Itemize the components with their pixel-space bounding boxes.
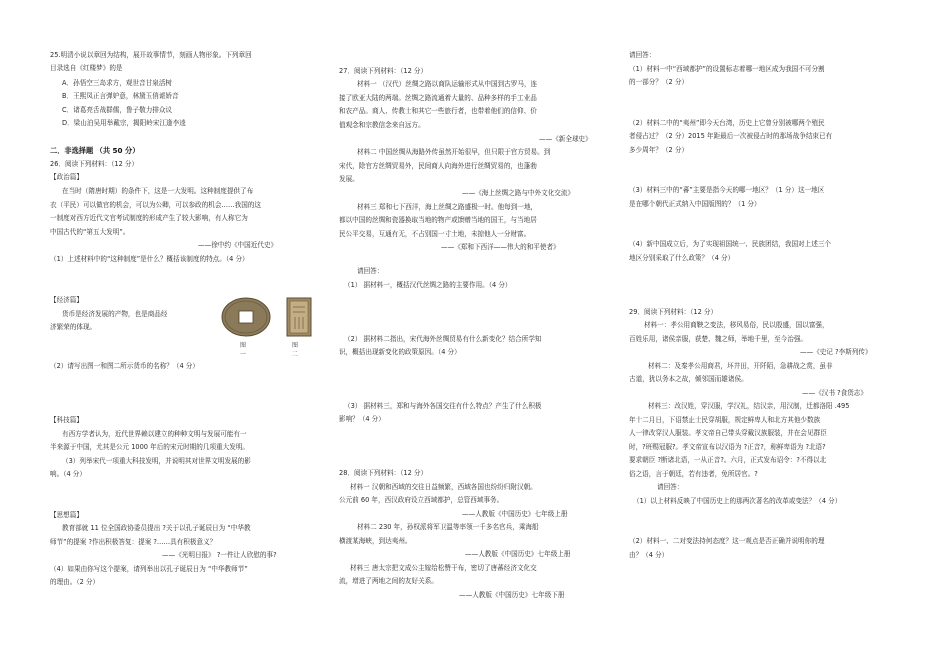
economy-text-1: 货币是经济发展的产物，也是商品经: [62, 310, 168, 318]
q29-material-3-d: 时，?班赐冠服?。孝文帝宣布以汉语为 ?正音?，称鲜卑语为 ?北语?: [629, 443, 826, 451]
science-text-1: 有西方学者认为，近代世界赖以建立的种种文明与发展可能有一: [62, 430, 247, 438]
q29-title: 29．阅读下列材料：（12 分）: [629, 308, 718, 316]
q29-prompt: 请回答：: [657, 483, 684, 491]
q27-source-2: ——《海上丝绸之路与中外文化交流》: [462, 189, 575, 197]
q26-part-4-cont: 的理由。（2 分）: [50, 578, 100, 586]
q28-prompt: 请回答：: [629, 51, 656, 59]
q27-source-3: ——《郑和下西洋——伟大的和平使者》: [441, 243, 560, 251]
q26-part-3: （3）列举宋代一项重大科技发明，并说明其对世界文明发展的影: [62, 457, 251, 465]
thought-heading: 【思想篇】: [50, 511, 83, 519]
q28-material-3-b: 流，增进了两地之间的友好关系。: [339, 577, 438, 585]
q29-material-2-b: 古道，犹以务本之故，倾邻国而雄诸侯。: [629, 375, 748, 383]
q29-part-2-cont: 由？（4 分）: [629, 551, 669, 559]
economy-heading: 【经济篇】: [50, 296, 83, 304]
q25-option-a: A．孙悟空三岛求方，观世音甘泉活树: [62, 79, 173, 87]
q29-source-2: ——《汉书 ?食货志》: [802, 389, 867, 397]
q26-title: 26．阅读下列材料：（12 分）: [50, 160, 139, 168]
q27-part-3-cont: 影响？（4 分）: [339, 415, 385, 423]
q29-material-3-f: 俗之语，言于朝廷，若有违者，免所居官。?: [629, 470, 758, 478]
q29-source-1: ——《史记 ?李斯列传》: [800, 348, 872, 356]
science-heading: 【科技篇】: [50, 416, 83, 424]
section-heading: 二．非选择题 （共 50 分）: [50, 146, 140, 155]
q25-option-c: C．诸葛亮舌战群儒，鲁子敬力排众议: [62, 106, 173, 114]
q28-source-3: ——人教版《中国历史》七年级下册: [459, 591, 565, 599]
q27-material-2-a: 材料二 中国丝绸从海路外传虽然开始很早，但只限于官方贸易。到: [357, 148, 551, 156]
q28-part-1-cont: 的一部分？（2 分）: [629, 78, 689, 86]
q28-material-2-b: 横渡某海峡，到达夷州。: [339, 537, 412, 545]
figure-2-caption: 图二: [292, 342, 299, 358]
q28-part-2: （2）材料二中的“夷州”即今天台湾，历史上它曾分别被哪两个殖民: [629, 119, 825, 127]
thought-text-2: 师节”的提案 ?作出积极答复：提案 ?……具有积极意义？: [50, 538, 217, 546]
q25-stem: 25.明清小说以章回为结构，展开故事情节，刻画人物形象。下列章回: [50, 51, 252, 59]
q25-stem-cont: 目录选自《红楼梦》的是: [50, 64, 123, 72]
q29-material-2-a: 材料二：及秦孝公用商君，坏井田，开阡陌，急耕战之赏，虽非: [648, 362, 833, 370]
q29-material-3-a: 材料三：改汉姓，穿汉服，学汉礼，结汉亲，用汉制，迁都洛阳 .495: [648, 402, 850, 410]
q28-material-1-b: 公元前 60 年，西汉政府设立西域都护，总管西域事务。: [339, 496, 504, 504]
q27-material-3-b: 都以中国的丝绸和瓷器换取当地的物产或馈赠当地的国王，与当地居: [339, 216, 537, 224]
q28-part-2-c: 多少周年？（2 分）: [629, 146, 689, 154]
q28-part-3-cont: 是在哪个朝代正式纳入中国版图的？（1 分）: [629, 200, 761, 208]
q29-material-1-a: 材料一：孝公用商鞅之变法，移风易俗，民以殷盛，国以富强，: [644, 321, 829, 329]
politics-text-3: 一制度对西方近代文官考试制度的形成产生了较大影响，有人称它为: [50, 214, 248, 222]
economy-text-2: 济繁荣的体现。: [50, 323, 97, 331]
q27-part-2-cont: 识，概括出现新变化的政策原因。（4 分）: [339, 348, 461, 356]
banknote-figure-2: [286, 297, 312, 337]
q27-material-1-d: 值观念和宗教信念来自远方。: [339, 121, 425, 129]
q29-material-3-e: 要求朝臣 ?断诸北语，一从正音?。六月，正式发布诏令：?不得以北: [629, 456, 827, 464]
q29-material-3-c: 人一律改穿汉人服装。孝文帝自己带头穿戴汉族服装，并在会见群臣: [629, 429, 827, 437]
politics-source: ——徐中约《中国近代史》: [198, 241, 278, 249]
politics-heading: 【政治篇】: [50, 173, 83, 181]
politics-text-2: 衣（平民）可以做官的机会，可以为公卿，可以参政的机会……我国的这: [50, 201, 261, 209]
q27-source-1: ——《新全球史》: [539, 135, 592, 143]
q27-material-3-c: 民公平交易，互通有无，不占别国一寸土地，未掠他人一分财富。: [339, 230, 531, 238]
q28-part-3: （3）材料三中的“蕃”主要是指今天的哪一地区？（1 分）这一地区: [629, 186, 825, 194]
q27-material-2-c: 发展。: [339, 175, 359, 183]
q26-part-3-cont: 响。（4 分）: [50, 470, 86, 478]
q28-part-4-cont: 地区分别采取了什么政策？（4 分）: [629, 254, 735, 262]
science-text-2: 半来源于中国，尤其是公元 1000 年后的宋元时期的几项重大发明。: [50, 443, 250, 451]
q25-option-d: D．梁山泊吴用举戴宗，揭阳岭宋江逢李逵: [62, 119, 186, 127]
q26-part-4: （4）如果由你写这个提案，请列举出以孔子诞辰日为 “中华教师节”: [50, 565, 248, 573]
q27-material-1-a: 材料一 （汉代）丝绸之路以商队运输形式从中国到古罗马，连: [357, 80, 538, 88]
q28-material-2-a: 材料二 230 年，孙权派将军卫温等率领一千多名官兵，乘海船: [357, 523, 539, 531]
q27-part-2: （2） 据材料二指出，宋代海外丝绸贸易有什么新变化？结合所学知: [344, 335, 542, 343]
q27-material-3-a: 材料三 郑和七下西洋，海上丝绸之路盛极一时。他每到一地，: [357, 203, 538, 211]
q27-title: 27．阅读下列材料：（12 分）: [339, 67, 428, 75]
q28-material-1-a: 材料一 汉朝和西域的交往日益频繁，西域各国也纷纷归附汉朝。: [350, 483, 537, 491]
q28-material-3-a: 材料三 唐太宗把文成公主嫁给松赞干布，密切了唐蕃经济文化交: [350, 564, 537, 572]
q27-material-1-c: 和农产品。商人、传教士和其它一些旅行者，也带着他们的信仰、价: [339, 107, 537, 115]
q27-material-1-b: 接了欧亚大陆的两端。丝绸之路流通着大量的、品种多样的手工业品: [339, 94, 537, 102]
q29-part-2: （2）材料一、二对变法持何态度？这一观点是否正确并说明你的理: [629, 537, 825, 545]
politics-text-4: 中国古代的“第五大发明”。: [50, 228, 130, 236]
thought-source: ——《光明日报》 ?一件让人欣慰的事?: [162, 551, 277, 559]
q28-part-4: （4）新中国成立后，为了实现祖国统一、民族团结，我国对上述三个: [629, 240, 832, 248]
q28-part-1: （1）材料一中“西域都护”的设置标志着哪一地区成为我国不可分割: [629, 65, 825, 73]
q27-part-3: （3） 据材料三，郑和与海外各国交往有什么特点？产生了什么积极: [344, 402, 542, 410]
q27-prompt: 请回答：: [357, 267, 384, 275]
figure-1-caption: 图一: [240, 342, 247, 358]
q27-material-2-b: 宋代，除官方丝绸贸易外，民间商人向海外进行丝绸贸易的，也蓬勃: [339, 162, 537, 170]
q26-part-1: （1）上述材料中的“这种制度”是什么？概括该制度的特点。（4 分）: [50, 255, 249, 263]
q28-part-2-b: 者侵占过？（2 分）2015 年距最后一次被侵占时的那场战争结束已有: [629, 132, 833, 140]
q25-option-b: B．王熙凤正言弹妒意，林黛玉俏谑娇音: [62, 92, 179, 100]
politics-text-1: 在当时（隋唐时期）的条件下，这是一大发明。这种制度提供了布: [62, 187, 254, 195]
thought-text-1: 教育部就 11 位全国政协委员提出 ?关于以孔子诞辰日为 “中华教: [62, 524, 251, 532]
q28-source-1: ——人教版《中国历史》七年级上册: [462, 510, 568, 518]
q27-part-1: （1） 据材料一，概括汉代丝绸之路的主要作用。（4 分）: [344, 281, 512, 289]
q26-part-2: （2）请写出图一和图二所示货币的名称？（4 分）: [50, 362, 199, 370]
q29-part-1: （1）以上材料反映了中国历史上的那两次著名的改革或变法？（4 分）: [633, 497, 842, 505]
q28-title: 28．阅读下列材料：（12 分）: [339, 469, 428, 477]
q29-material-1-b: 百姓乐用，诸侯亲服，获楚、魏之师，举地千里，至今治强。: [629, 335, 808, 343]
q28-source-2: ——人教版《中国历史》七年级上册: [465, 550, 571, 558]
q29-material-3-b: 年十二月日，下诏禁止士民穿胡服，规定鲜卑人和北方其他少数族: [629, 416, 821, 424]
coin-figure-1: [220, 296, 272, 338]
